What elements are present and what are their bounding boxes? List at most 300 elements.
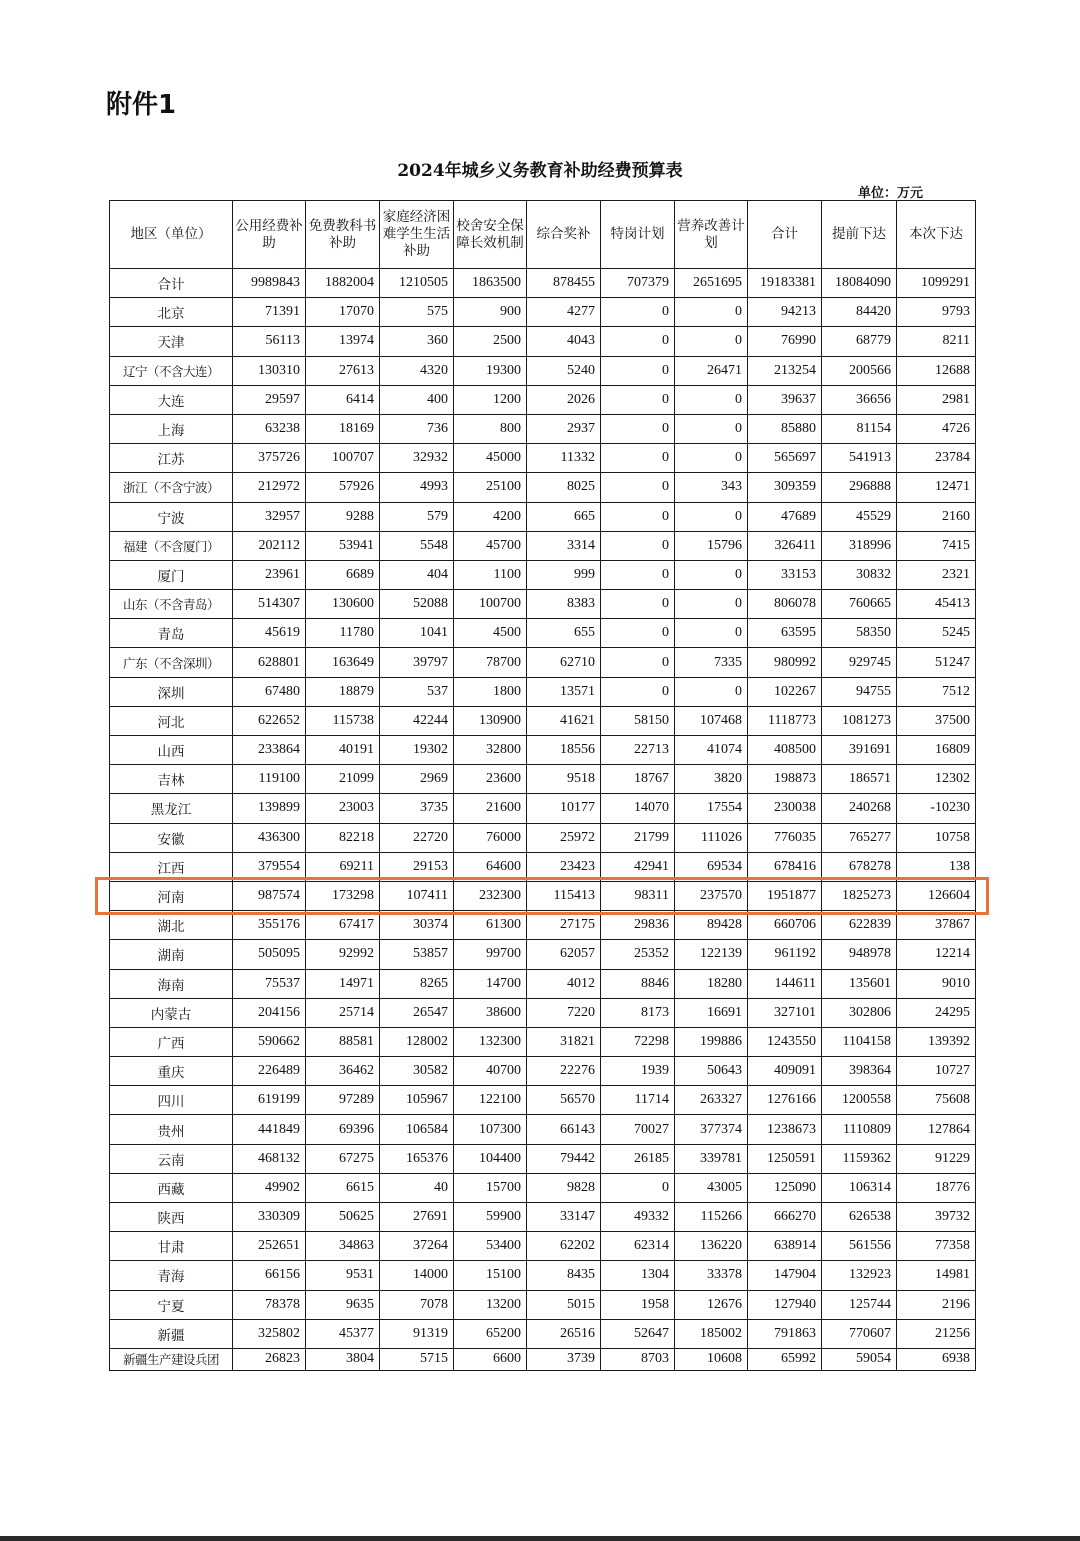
value-cell: 132300: [454, 1027, 527, 1056]
value-cell: 400: [380, 385, 454, 414]
value-cell: 29836: [601, 911, 675, 940]
value-cell: 107300: [454, 1115, 527, 1144]
value-cell: 9989843: [233, 269, 306, 298]
region-cell: 大连: [110, 385, 233, 414]
region-cell: 黑龙江: [110, 794, 233, 823]
value-cell: 104400: [454, 1144, 527, 1173]
value-cell: 16809: [897, 736, 976, 765]
value-cell: 24295: [897, 998, 976, 1027]
table-row: [110, 648, 976, 677]
region-cell: 吉林: [110, 765, 233, 794]
value-cell: 66156: [233, 1261, 306, 1290]
value-cell: 26185: [601, 1144, 675, 1173]
value-cell: 0: [601, 298, 675, 327]
document-title: 2024年城乡义务教育补助经费预算表: [397, 161, 683, 181]
value-cell: 1210505: [380, 269, 454, 298]
value-cell: 999: [527, 560, 601, 589]
value-cell: 147904: [748, 1261, 822, 1290]
value-cell: 33378: [675, 1261, 748, 1290]
region-cell: 重庆: [110, 1057, 233, 1086]
value-cell: 26547: [380, 998, 454, 1027]
page-bottom-edge: [0, 1536, 1080, 1541]
value-cell: 4726: [897, 414, 976, 443]
value-cell: 14981: [897, 1261, 976, 1290]
value-cell: 18776: [897, 1173, 976, 1202]
value-cell: 58150: [601, 706, 675, 735]
value-cell: 89428: [675, 911, 748, 940]
value-cell: 204156: [233, 998, 306, 1027]
table-row: [110, 852, 976, 881]
value-cell: 92992: [306, 940, 380, 969]
value-cell: 575: [380, 298, 454, 327]
value-cell: 45529: [822, 502, 897, 531]
value-cell: 0: [675, 677, 748, 706]
value-cell: 619199: [233, 1086, 306, 1115]
value-cell: 3804: [306, 1348, 380, 1370]
region-cell: 青岛: [110, 619, 233, 648]
value-cell: 39732: [897, 1203, 976, 1232]
value-cell: 132923: [822, 1261, 897, 1290]
value-cell: 0: [601, 444, 675, 473]
value-cell: 8211: [897, 327, 976, 356]
value-cell: 22713: [601, 736, 675, 765]
value-cell: 1200558: [822, 1086, 897, 1115]
value-cell: 0: [601, 473, 675, 502]
table-row: [110, 998, 976, 1027]
value-cell: 26516: [527, 1319, 601, 1348]
value-cell: 33147: [527, 1203, 601, 1232]
value-cell: 52088: [380, 590, 454, 619]
table-row: [110, 765, 976, 794]
value-cell: 800: [454, 414, 527, 443]
value-cell: 77358: [897, 1232, 976, 1261]
region-cell: 厦门: [110, 560, 233, 589]
value-cell: 56113: [233, 327, 306, 356]
region-cell: 山东（不含青岛）: [110, 590, 233, 619]
value-cell: 17070: [306, 298, 380, 327]
value-cell: 84420: [822, 298, 897, 327]
value-cell: 514307: [233, 590, 306, 619]
value-cell: 65992: [748, 1348, 822, 1370]
value-cell: 8025: [527, 473, 601, 502]
table-row: [110, 1290, 976, 1319]
value-cell: 626538: [822, 1203, 897, 1232]
value-cell: 655: [527, 619, 601, 648]
table-row: [110, 911, 976, 940]
value-cell: 12302: [897, 765, 976, 794]
value-cell: 34863: [306, 1232, 380, 1261]
value-cell: 23423: [527, 852, 601, 881]
value-cell: 4320: [380, 356, 454, 385]
value-cell: 94213: [748, 298, 822, 327]
header-region: 地区（单位）: [110, 201, 233, 269]
value-cell: 33153: [748, 560, 822, 589]
value-cell: 10727: [897, 1057, 976, 1086]
value-cell: 32800: [454, 736, 527, 765]
value-cell: 125744: [822, 1290, 897, 1319]
value-cell: 4043: [527, 327, 601, 356]
value-cell: 85880: [748, 414, 822, 443]
value-cell: 78700: [454, 648, 527, 677]
value-cell: 27613: [306, 356, 380, 385]
value-cell: 11332: [527, 444, 601, 473]
table-row: [110, 940, 976, 969]
value-cell: 0: [601, 356, 675, 385]
value-cell: 38600: [454, 998, 527, 1027]
value-cell: 377374: [675, 1115, 748, 1144]
region-cell: 福建（不含厦门）: [110, 531, 233, 560]
value-cell: 18556: [527, 736, 601, 765]
value-cell: 579: [380, 502, 454, 531]
region-cell: 甘肃: [110, 1232, 233, 1261]
value-cell: 0: [601, 590, 675, 619]
value-cell: 50625: [306, 1203, 380, 1232]
value-cell: 360: [380, 327, 454, 356]
value-cell: 0: [675, 560, 748, 589]
table-row: [110, 1057, 976, 1086]
value-cell: 666270: [748, 1203, 822, 1232]
value-cell: 138: [897, 852, 976, 881]
value-cell: 12676: [675, 1290, 748, 1319]
value-cell: 40700: [454, 1057, 527, 1086]
region-cell: 新疆生产建设兵团: [110, 1348, 233, 1370]
value-cell: 987574: [233, 881, 306, 910]
value-cell: 22720: [380, 823, 454, 852]
value-cell: 32932: [380, 444, 454, 473]
value-cell: 1238673: [748, 1115, 822, 1144]
table-row: [110, 1027, 976, 1056]
value-cell: 107468: [675, 706, 748, 735]
value-cell: 94755: [822, 677, 897, 706]
value-cell: 343: [675, 473, 748, 502]
value-cell: 15100: [454, 1261, 527, 1290]
value-cell: 8846: [601, 969, 675, 998]
header-total: 合计: [748, 201, 822, 269]
region-cell: 湖北: [110, 911, 233, 940]
value-cell: 49332: [601, 1203, 675, 1232]
value-cell: 45377: [306, 1319, 380, 1348]
value-cell: 115738: [306, 706, 380, 735]
value-cell: 263327: [675, 1086, 748, 1115]
table-row: [110, 1348, 976, 1370]
value-cell: 125090: [748, 1173, 822, 1202]
value-cell: 127940: [748, 1290, 822, 1319]
value-cell: 100707: [306, 444, 380, 473]
value-cell: 97289: [306, 1086, 380, 1115]
region-cell: 宁波: [110, 502, 233, 531]
value-cell: 62710: [527, 648, 601, 677]
value-cell: 7415: [897, 531, 976, 560]
value-cell: 1250591: [748, 1144, 822, 1173]
value-cell: 127864: [897, 1115, 976, 1144]
table-row: [110, 327, 976, 356]
value-cell: 4277: [527, 298, 601, 327]
value-cell: 0: [675, 298, 748, 327]
value-cell: 106314: [822, 1173, 897, 1202]
value-cell: 1100: [454, 560, 527, 589]
value-cell: 72298: [601, 1027, 675, 1056]
value-cell: 929745: [822, 648, 897, 677]
value-cell: 27691: [380, 1203, 454, 1232]
value-cell: 128002: [380, 1027, 454, 1056]
value-cell: 2160: [897, 502, 976, 531]
value-cell: 23003: [306, 794, 380, 823]
value-cell: 441849: [233, 1115, 306, 1144]
value-cell: 26471: [675, 356, 748, 385]
table-row: [110, 1086, 976, 1115]
value-cell: 379554: [233, 852, 306, 881]
value-cell: 11714: [601, 1086, 675, 1115]
value-cell: 806078: [748, 590, 822, 619]
value-cell: 202112: [233, 531, 306, 560]
table-row: [110, 881, 976, 910]
value-cell: 62057: [527, 940, 601, 969]
header-public-funds: 公用经费补助: [233, 201, 306, 269]
value-cell: 107411: [380, 881, 454, 910]
region-cell: 西藏: [110, 1173, 233, 1202]
value-cell: 1200: [454, 385, 527, 414]
value-cell: 1081273: [822, 706, 897, 735]
value-cell: 130310: [233, 356, 306, 385]
value-cell: 25352: [601, 940, 675, 969]
value-cell: 45700: [454, 531, 527, 560]
value-cell: 69534: [675, 852, 748, 881]
value-cell: 21600: [454, 794, 527, 823]
value-cell: 102267: [748, 677, 822, 706]
header-free-textbooks: 免费教科书补助: [306, 201, 380, 269]
value-cell: 318996: [822, 531, 897, 560]
value-cell: 51247: [897, 648, 976, 677]
value-cell: 22276: [527, 1057, 601, 1086]
table-row: [110, 1203, 976, 1232]
value-cell: 1800: [454, 677, 527, 706]
value-cell: 2321: [897, 560, 976, 589]
table-row: [110, 1232, 976, 1261]
value-cell: 32957: [233, 502, 306, 531]
value-cell: 136220: [675, 1232, 748, 1261]
region-cell: 内蒙古: [110, 998, 233, 1027]
value-cell: 79442: [527, 1144, 601, 1173]
value-cell: 63238: [233, 414, 306, 443]
region-cell: 合计: [110, 269, 233, 298]
value-cell: 240268: [822, 794, 897, 823]
value-cell: 0: [601, 677, 675, 706]
value-cell: 5715: [380, 1348, 454, 1370]
value-cell: 16691: [675, 998, 748, 1027]
value-cell: 25714: [306, 998, 380, 1027]
value-cell: 18169: [306, 414, 380, 443]
value-cell: 1159362: [822, 1144, 897, 1173]
value-cell: 122139: [675, 940, 748, 969]
value-cell: 1110809: [822, 1115, 897, 1144]
value-cell: 62314: [601, 1232, 675, 1261]
value-cell: 139392: [897, 1027, 976, 1056]
value-cell: 106584: [380, 1115, 454, 1144]
value-cell: 61300: [454, 911, 527, 940]
value-cell: 13200: [454, 1290, 527, 1319]
value-cell: 135601: [822, 969, 897, 998]
value-cell: 43005: [675, 1173, 748, 1202]
value-cell: 18767: [601, 765, 675, 794]
value-cell: 436300: [233, 823, 306, 852]
value-cell: 0: [601, 414, 675, 443]
value-cell: 21256: [897, 1319, 976, 1348]
region-cell: 新疆: [110, 1319, 233, 1348]
value-cell: 27175: [527, 911, 601, 940]
region-cell: 江西: [110, 852, 233, 881]
value-cell: 6600: [454, 1348, 527, 1370]
value-cell: 88581: [306, 1027, 380, 1056]
value-cell: 13974: [306, 327, 380, 356]
region-cell: 海南: [110, 969, 233, 998]
value-cell: 115413: [527, 881, 601, 910]
region-cell: 云南: [110, 1144, 233, 1173]
value-cell: 21799: [601, 823, 675, 852]
value-cell: 2937: [527, 414, 601, 443]
value-cell: 678416: [748, 852, 822, 881]
value-cell: 628801: [233, 648, 306, 677]
value-cell: 505095: [233, 940, 306, 969]
value-cell: 1951877: [748, 881, 822, 910]
value-cell: 8383: [527, 590, 601, 619]
value-cell: 49902: [233, 1173, 306, 1202]
value-cell: 900: [454, 298, 527, 327]
value-cell: 409091: [748, 1057, 822, 1086]
table-row: [110, 385, 976, 414]
value-cell: 14971: [306, 969, 380, 998]
region-cell: 广西: [110, 1027, 233, 1056]
value-cell: 23784: [897, 444, 976, 473]
value-cell: 0: [601, 560, 675, 589]
region-cell: 深圳: [110, 677, 233, 706]
value-cell: 6938: [897, 1348, 976, 1370]
value-cell: 9828: [527, 1173, 601, 1202]
value-cell: 0: [675, 444, 748, 473]
value-cell: 232300: [454, 881, 527, 910]
value-cell: 0: [675, 414, 748, 443]
value-cell: 961192: [748, 940, 822, 969]
value-cell: 91319: [380, 1319, 454, 1348]
value-cell: 69211: [306, 852, 380, 881]
value-cell: 1304: [601, 1261, 675, 1290]
value-cell: 119100: [233, 765, 306, 794]
table-row: [110, 473, 976, 502]
value-cell: 948978: [822, 940, 897, 969]
value-cell: 17554: [675, 794, 748, 823]
value-cell: 665: [527, 502, 601, 531]
value-cell: 4012: [527, 969, 601, 998]
region-cell: 广东（不含深圳）: [110, 648, 233, 677]
value-cell: 42941: [601, 852, 675, 881]
value-cell: 126604: [897, 881, 976, 910]
value-cell: 0: [601, 327, 675, 356]
value-cell: 6615: [306, 1173, 380, 1202]
value-cell: 1118773: [748, 706, 822, 735]
table-row: [110, 414, 976, 443]
value-cell: 3739: [527, 1348, 601, 1370]
value-cell: 67480: [233, 677, 306, 706]
table-row: [110, 823, 976, 852]
value-cell: 76990: [748, 327, 822, 356]
table-row: [110, 1261, 976, 1290]
value-cell: 468132: [233, 1144, 306, 1173]
value-cell: 0: [601, 385, 675, 414]
value-cell: 57926: [306, 473, 380, 502]
value-cell: 0: [601, 648, 675, 677]
value-cell: 139899: [233, 794, 306, 823]
value-cell: 6414: [306, 385, 380, 414]
value-cell: 10758: [897, 823, 976, 852]
value-cell: 327101: [748, 998, 822, 1027]
value-cell: 237570: [675, 881, 748, 910]
value-cell: 185002: [675, 1319, 748, 1348]
value-cell: 14000: [380, 1261, 454, 1290]
value-cell: 39797: [380, 648, 454, 677]
value-cell: 25972: [527, 823, 601, 852]
value-cell: 12471: [897, 473, 976, 502]
value-cell: 40: [380, 1173, 454, 1202]
value-cell: 2969: [380, 765, 454, 794]
value-cell: 42244: [380, 706, 454, 735]
value-cell: 326411: [748, 531, 822, 560]
table-row: [110, 677, 976, 706]
value-cell: 541913: [822, 444, 897, 473]
value-cell: 105967: [380, 1086, 454, 1115]
value-cell: 765277: [822, 823, 897, 852]
value-cell: 30374: [380, 911, 454, 940]
budget-table: [109, 200, 976, 1371]
table-row: [110, 560, 976, 589]
value-cell: 1939: [601, 1057, 675, 1086]
header-advance: 提前下达: [822, 201, 897, 269]
value-cell: 29597: [233, 385, 306, 414]
value-cell: 29153: [380, 852, 454, 881]
value-cell: 76000: [454, 823, 527, 852]
value-cell: 0: [675, 502, 748, 531]
value-cell: 878455: [527, 269, 601, 298]
value-cell: 7335: [675, 648, 748, 677]
value-cell: 7512: [897, 677, 976, 706]
value-cell: 760665: [822, 590, 897, 619]
value-cell: 2651695: [675, 269, 748, 298]
value-cell: 1958: [601, 1290, 675, 1319]
value-cell: 15700: [454, 1173, 527, 1202]
value-cell: 56570: [527, 1086, 601, 1115]
header-comprehensive-award: 综合奖补: [527, 201, 601, 269]
value-cell: 111026: [675, 823, 748, 852]
region-cell: 浙江（不含宁波）: [110, 473, 233, 502]
value-cell: 1243550: [748, 1027, 822, 1056]
value-cell: 3314: [527, 531, 601, 560]
value-cell: 0: [601, 1173, 675, 1202]
value-cell: 69396: [306, 1115, 380, 1144]
value-cell: 62202: [527, 1232, 601, 1261]
value-cell: 45000: [454, 444, 527, 473]
value-cell: 98311: [601, 881, 675, 910]
value-cell: 100700: [454, 590, 527, 619]
table-header-row: [110, 201, 976, 269]
value-cell: 23600: [454, 765, 527, 794]
value-cell: 78378: [233, 1290, 306, 1319]
region-cell: 宁夏: [110, 1290, 233, 1319]
value-cell: 14070: [601, 794, 675, 823]
value-cell: 3735: [380, 794, 454, 823]
value-cell: 339781: [675, 1144, 748, 1173]
value-cell: 2026: [527, 385, 601, 414]
value-cell: 41074: [675, 736, 748, 765]
region-cell: 天津: [110, 327, 233, 356]
value-cell: 404: [380, 560, 454, 589]
